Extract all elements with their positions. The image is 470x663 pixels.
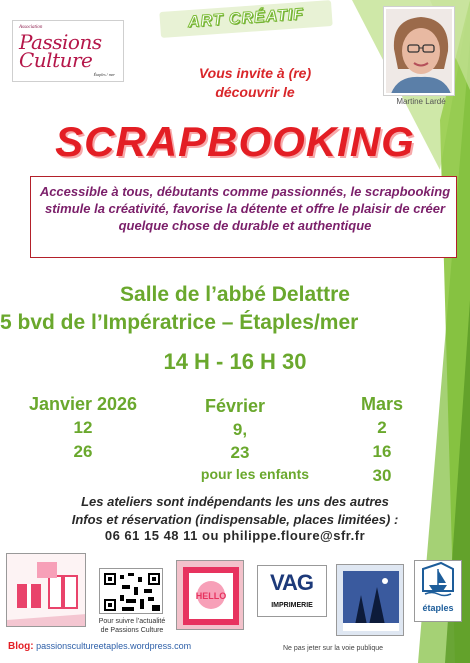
winter-card-image xyxy=(336,564,404,636)
winter-trees-icon xyxy=(337,565,404,636)
date-march-1: 2 xyxy=(377,418,387,437)
logo-association-text: Association xyxy=(19,25,43,30)
scrapbook-card-image xyxy=(6,553,86,627)
vag-logo-text: VAG xyxy=(270,570,314,595)
boat-icon xyxy=(415,561,461,601)
month-march: Mars xyxy=(360,394,404,414)
description-text: Accessible à tous, débutants comme passionnés, le scrapbooking stimule la créativité, favorise la détente et offre le plaisir de créer quelque chose de durable et authentique xyxy=(39,184,451,233)
hello-card-image xyxy=(176,560,244,630)
note-line-1: Les ateliers sont indépendants les uns des autres xyxy=(81,494,389,509)
instructor-photo xyxy=(384,7,454,95)
venue-name: Salle de l’abbé Delattre xyxy=(120,283,350,306)
date-march-2: 16 xyxy=(372,442,392,461)
invite-text xyxy=(140,64,370,102)
blog-label: Blog: xyxy=(8,641,34,652)
description-box xyxy=(30,176,457,258)
invite-line-1: Vous invite à (re) xyxy=(198,65,312,81)
contact-info: 06 61 15 48 11 ou philippe.floure@sfr.fr xyxy=(104,528,366,543)
qr-code xyxy=(99,568,163,614)
blog-link[interactable] xyxy=(8,641,191,652)
etaples-logo xyxy=(414,560,462,622)
gift-boxes-icon xyxy=(7,554,86,627)
kids-note: pour les enfants xyxy=(200,466,310,482)
invite-line-2: découvrir le xyxy=(215,84,295,100)
footer-note: Ne pas jeter sur la voie publique xyxy=(283,645,384,652)
blog-url[interactable]: passionscultureetaples.wordpress.com xyxy=(36,641,192,651)
page-title: SCRAPBOOKING xyxy=(55,118,415,165)
date-january-2: 26 xyxy=(73,442,93,461)
date-january-1: 12 xyxy=(73,418,93,437)
hello-card-art xyxy=(177,561,244,630)
date-february-1: 9, xyxy=(232,420,248,439)
event-time: 14 H - 16 H 30 xyxy=(163,349,307,374)
logo-main-text: Passions Culture xyxy=(19,30,102,72)
etaples-logo-text: étaples xyxy=(422,603,454,613)
month-january: Janvier 2026 xyxy=(28,394,138,414)
note-line-2: Infos et réservation (indispensable, places limitées) : xyxy=(71,512,399,527)
vag-imprimerie-text: IMPRIMERIE xyxy=(271,602,313,609)
qr-caption-line-1: Pour suivre l’actualité xyxy=(98,618,166,625)
date-march-3: 30 xyxy=(372,466,392,485)
portrait-icon xyxy=(386,9,454,95)
passions-culture-logo xyxy=(12,20,124,82)
ribbon-text: ART CRÉATIF xyxy=(187,5,305,32)
photo-caption: Martine Lardé xyxy=(396,97,446,106)
logo-sub-text: Étaples / mer xyxy=(93,72,115,77)
info-notes xyxy=(0,493,470,529)
qr-caption xyxy=(89,617,175,635)
venue-address: 5 bvd de l’Impératrice – Étaples/mer xyxy=(0,311,359,334)
qr-code-icon xyxy=(100,569,163,614)
qr-caption-line-2: de Passions Culture xyxy=(100,627,164,634)
vag-imprimerie-logo xyxy=(257,565,327,617)
hello-card-text: HELLO xyxy=(195,591,227,601)
month-february: Février xyxy=(204,396,266,416)
date-february-2: 23 xyxy=(230,443,250,462)
